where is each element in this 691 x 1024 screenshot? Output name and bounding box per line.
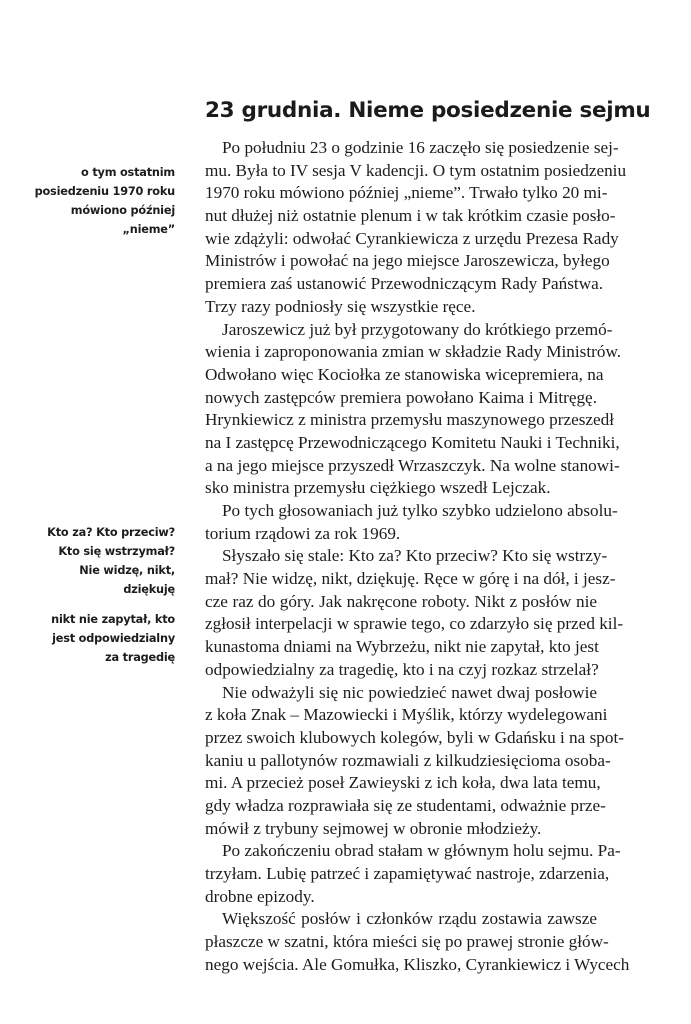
text-line: wienia i zaproponowania zmian w składzie Rady Ministrów. bbox=[205, 342, 622, 362]
text-line: nut dłużej niż ostatnie plenum i w tak krótkim czasie posło- bbox=[205, 206, 616, 226]
margin-note bbox=[15, 610, 175, 667]
body-text bbox=[205, 137, 630, 976]
text-line: na I zastępcę Przewodniczącego Komitetu Nauki i Techniki, bbox=[205, 432, 620, 452]
margin-note bbox=[15, 523, 175, 599]
margin-note-line: o tym ostatnim bbox=[81, 166, 175, 179]
text-line: mał? Nie widzę, nikt, dziękuję. Ręce w górę i na dół, i jesz- bbox=[205, 569, 616, 589]
paragraph bbox=[205, 545, 624, 681]
text-line: Trzy razy podniosły się wszystkie ręce. bbox=[205, 296, 476, 316]
text-line: płaszcze w szatni, która mieści się po prawej stronie głów- bbox=[205, 932, 609, 952]
text-line: Hrynkiewicz z ministra przemysłu maszynowego przeszedł bbox=[205, 410, 615, 430]
margin-note-line: posiedzeniu 1970 roku bbox=[34, 185, 175, 198]
text-line: trzyłam. Lubię patrzeć i zapamiętywać nastroje, zdarzenia, bbox=[205, 864, 610, 883]
text-line: 1970 roku mówiono później „nieme”. Trwało tylko 20 mi- bbox=[205, 183, 608, 203]
margin-note-line: Nie widzę, nikt, bbox=[79, 564, 175, 577]
text-line: mu. Była to IV sesja V kadencji. O tym ostatnim posiedzeniu bbox=[205, 160, 627, 180]
text-line: a na jego miejsce przyszedł Wrzaszczyk. Na wolne stanowi- bbox=[205, 455, 620, 475]
margin-note-line: nikt nie zapytał, kto bbox=[51, 613, 175, 626]
margin-note-line: Kto się wstrzymał? bbox=[58, 545, 175, 558]
text-line: premiera zaś ustanowić Przewodniczącym Rady Państwa. bbox=[205, 274, 604, 294]
margin-note-line: za tragedię bbox=[105, 651, 175, 664]
chapter-title: 23 grudnia. Nieme posiedzenie sejmu bbox=[205, 98, 651, 124]
text-line: nego wejścia. Ale Gomułka, Kliszko, Cyrankiewicz i Wycech bbox=[205, 954, 630, 974]
paragraph bbox=[205, 908, 630, 976]
text-line: Po zakończeniu obrad stałam w głównym holu sejmu. Pa- bbox=[222, 841, 621, 861]
text-line: wie zdążyli: odwołać Cyrankiewicza z urzędu Prezesa Rady bbox=[205, 228, 619, 248]
margin-note-line: Kto za? Kto przeciw? bbox=[47, 526, 175, 539]
text-line: kunastoma dniami na Wybrzeżu, nikt nie zapytał, kto jest bbox=[205, 637, 599, 657]
text-line: mówił z trybuny sejmowej w obronie młodzieży. bbox=[205, 818, 542, 838]
margin-note-line: jest odpowiedzialny bbox=[52, 632, 175, 645]
text-line: nowych zastępców premiera powołano Kaima i Mitręgę. bbox=[205, 387, 597, 407]
paragraph bbox=[205, 682, 624, 841]
paragraph bbox=[205, 500, 618, 545]
margin-note-line: mówiono później bbox=[70, 204, 175, 217]
margin-note-line: „nieme” bbox=[122, 223, 175, 236]
text-line: cze raz do góry. Jak nakręcone roboty. Nikt z posłów nie bbox=[205, 591, 597, 611]
text-line: Odwołano więc Kociołka ze stanowiska wicepremiera, na bbox=[205, 364, 604, 384]
text-line: Ministrów i powołać na jego miejsce Jaroszewicza, byłego bbox=[205, 251, 610, 271]
text-line: odpowiedzialny za tragedię, kto i na czyj rozkaz strzelał? bbox=[205, 659, 599, 679]
paragraph bbox=[205, 319, 622, 501]
text-line: Większość posłów i członków rządu zostawia zawsze bbox=[222, 909, 597, 929]
text-line: drobne epizody. bbox=[205, 886, 315, 906]
text-line: Słyszało się stale: Kto za? Kto przeciw? Kto się wstrzy- bbox=[222, 546, 608, 566]
margin-note bbox=[15, 163, 175, 239]
text-line: Jaroszewicz już był przygotowany do krótkiego przemó- bbox=[222, 319, 613, 339]
text-line: Po tych głosowaniach już tylko szybko udzielono absolu- bbox=[222, 501, 618, 520]
text-line: przez swoich klubowych kolegów, byli w Gdańsku i na spot- bbox=[205, 727, 624, 747]
margin-note-line: dziękuję bbox=[123, 583, 175, 596]
text-line: Nie odważyli się nic powiedzieć nawet dwaj posłowie bbox=[222, 682, 597, 702]
text-line: gdy władza rozprawiała się ze studentami, odważnie prze- bbox=[205, 795, 606, 815]
text-line: kaniu u pallotynów rozmawiali z kilkudziesięcioma osoba- bbox=[205, 750, 611, 770]
paragraph bbox=[205, 840, 621, 908]
text-line: zgłosił interpelacji w sprawie tego, co zdarzyło się przed kil- bbox=[205, 614, 624, 634]
text-line: z koła Znak – Mazowiecki i Myślik, którzy wydelegowani bbox=[205, 705, 608, 725]
text-line: torium rządowi za rok 1969. bbox=[205, 523, 401, 543]
text-line: mi. A przecież poseł Zawieyski z ich koła, dwa lata temu, bbox=[205, 773, 601, 793]
text-line: Po południu 23 o godzinie 16 zaczęło się posiedzenie sej- bbox=[222, 138, 619, 157]
text-line: sko ministra przemysłu ciężkiego wszedł Lejczak. bbox=[205, 478, 551, 498]
paragraph bbox=[205, 137, 627, 319]
